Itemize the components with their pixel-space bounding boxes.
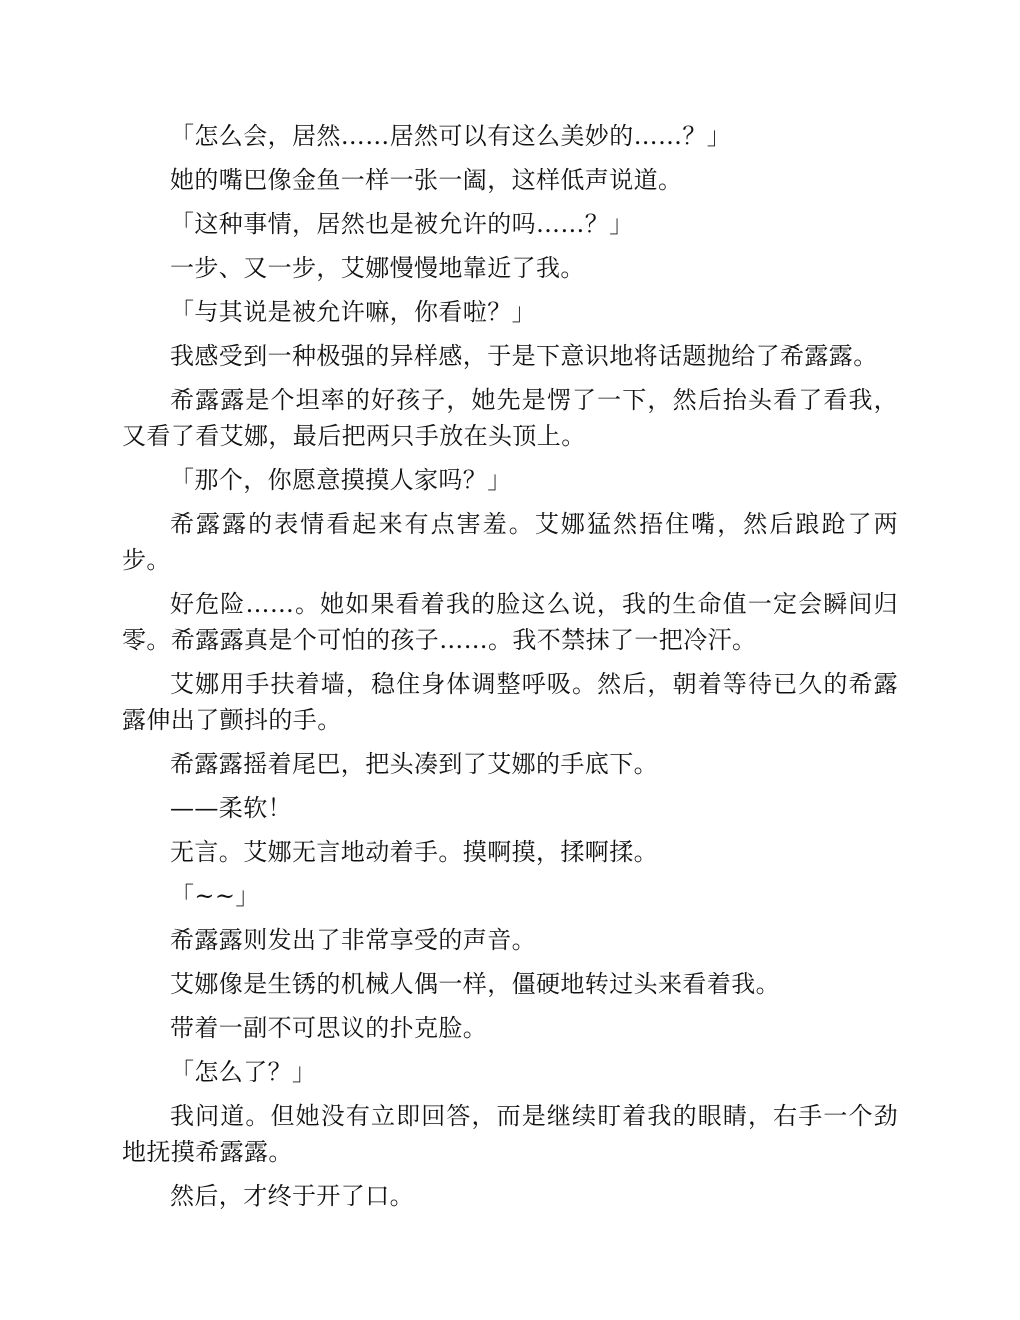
paragraph: ——柔软！ (170, 794, 292, 822)
paragraph: 希露露则发出了非常享受的声音。 (170, 926, 536, 954)
paragraph: 「怎么会，居然……居然可以有这么美妙的……？」 (170, 122, 732, 150)
paragraph: 「~~」 (170, 882, 260, 910)
paragraph: 她的嘴巴像金鱼一样一张一阖，这样低声说道。 (170, 166, 683, 194)
paragraph: 我感受到一种极强的异样感，于是下意识地将话题抛给了希露露。 (170, 342, 878, 370)
paragraph: 我问道。但她没有立即回答，而是继续盯着我的眼睛，右手一个劲地抚摸希露露。 (122, 1102, 898, 1166)
paragraph: 一步、又一步，艾娜慢慢地靠近了我。 (170, 254, 585, 282)
paragraph: 希露露是个坦率的好孩子，她先是愣了一下，然后抬头看了看我，又看了看艾娜，最后把两只手放在头顶上。 (122, 386, 898, 450)
paragraph: 希露露摇着尾巴，把头凑到了艾娜的手底下。 (170, 750, 658, 778)
paragraph: 艾娜像是生锈的机械人偶一样，僵硬地转过头来看着我。 (170, 970, 780, 998)
paragraph: 无言。艾娜无言地动着手。摸啊摸，揉啊揉。 (170, 838, 658, 866)
paragraph: 「怎么了？」 (170, 1058, 317, 1086)
paragraph: 好危险……。她如果看着我的脸这么说，我的生命值一定会瞬间归零。希露露真是个可怕的孩子……。我不禁抹了一把冷汗。 (122, 590, 898, 654)
paragraph: 「那个，你愿意摸摸人家吗？」 (170, 466, 512, 494)
paragraph: 然后，才终于开了口。 (170, 1182, 414, 1210)
novel-text-body (122, 118, 898, 1222)
paragraph: 艾娜用手扶着墙，稳住身体调整呼吸。然后，朝着等待已久的希露露伸出了颤抖的手。 (122, 670, 898, 734)
paragraph: 「这种事情，居然也是被允许的吗……？」 (170, 210, 634, 238)
paragraph: 带着一副不可思议的扑克脸。 (170, 1014, 488, 1042)
paragraph: 希露露的表情看起来有点害羞。艾娜猛然捂住嘴，然后踉跄了两步。 (122, 510, 898, 574)
paragraph: 「与其说是被允许嘛，你看啦？」 (170, 298, 536, 326)
